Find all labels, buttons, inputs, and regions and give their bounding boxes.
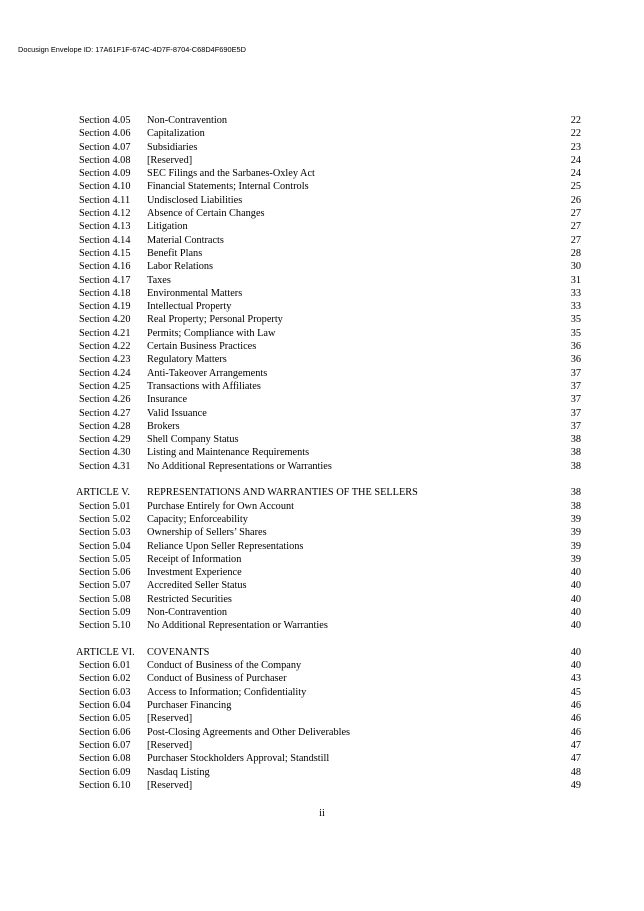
page-number: 46 <box>570 726 581 738</box>
toc-row <box>0 167 644 180</box>
section-number: Section 6.09 <box>79 766 131 778</box>
section-title: No Additional Representations or Warranties <box>147 460 332 472</box>
section-number: Section 5.05 <box>79 553 131 565</box>
page-number: 40 <box>570 620 581 632</box>
toc-row <box>0 247 644 260</box>
section-title: Conduct of Business of Purchaser <box>147 673 287 685</box>
page-number: 40 <box>570 567 581 579</box>
toc-row <box>0 460 644 473</box>
section-number: Section 4.24 <box>79 367 131 379</box>
page-number: 33 <box>570 301 581 313</box>
section-number: Section 5.10 <box>79 620 131 632</box>
page-number: 40 <box>570 660 581 672</box>
section-number: Section 4.14 <box>79 234 131 246</box>
section-title: Benefit Plans <box>147 247 203 259</box>
page-number: 35 <box>570 327 581 339</box>
section-number: Section 4.08 <box>79 154 131 166</box>
page-number: 28 <box>570 247 581 259</box>
section-title: Non-Contravention <box>147 115 228 126</box>
page-number: 39 <box>570 513 581 525</box>
section-title: Capacity; Enforceability <box>147 513 248 525</box>
page-number: 22 <box>570 128 581 140</box>
page-number: 38 <box>570 460 581 472</box>
section-title: Labor Relations <box>147 261 214 273</box>
section-title: Transactions with Affiliates <box>147 380 261 392</box>
article-number: ARTICLE V. <box>76 487 130 499</box>
page-number: 40 <box>570 646 581 658</box>
toc-row <box>0 712 644 725</box>
section-number: Section 4.22 <box>79 341 131 353</box>
section-number: Section 4.16 <box>79 261 131 273</box>
section-title: Receipt of Information <box>147 553 242 565</box>
article-number: ARTICLE VI. <box>76 646 135 658</box>
page-number: 24 <box>570 154 581 166</box>
page-number: 31 <box>570 274 581 286</box>
section-title: Capitalization <box>147 128 205 140</box>
section-title: Financial Statements; Internal Controls <box>147 181 309 193</box>
page-number: 36 <box>570 341 581 353</box>
page-number: 37 <box>570 407 581 419</box>
section-number: Section 5.01 <box>79 500 131 512</box>
spacer <box>0 633 644 646</box>
toc-row <box>0 579 644 592</box>
toc-row <box>0 380 644 393</box>
section-number: Section 4.17 <box>79 274 131 286</box>
page-number: 37 <box>570 394 581 406</box>
page-number: 45 <box>570 686 581 698</box>
toc-row-article-6 <box>0 646 644 659</box>
section-title: Intellectual Property <box>147 301 232 313</box>
toc-row-article-5 <box>0 486 644 499</box>
section-number: Section 5.06 <box>79 567 131 579</box>
section-title: Conduct of Business of the Company <box>147 660 302 672</box>
section-number: Section 6.06 <box>79 726 131 738</box>
section-number: Section 6.08 <box>79 753 131 765</box>
spacer <box>0 473 644 486</box>
section-title: Purchaser Stockholders Approval; Standstill <box>147 753 330 765</box>
section-number: Section 6.04 <box>79 700 131 712</box>
section-number: Section 4.09 <box>79 168 131 180</box>
section-title: Listing and Maintenance Requirements <box>147 447 310 459</box>
section-title: SEC Filings and the Sarbanes-Oxley Act <box>147 168 315 180</box>
section-title: Litigation <box>147 221 188 233</box>
section-number: Section 5.02 <box>79 513 131 525</box>
section-title: Shell Company Status <box>147 434 239 446</box>
toc-row <box>0 313 644 326</box>
section-number: Section 4.28 <box>79 420 131 432</box>
page-number: 22 <box>570 115 581 126</box>
toc-row <box>0 127 644 140</box>
toc-row <box>0 274 644 287</box>
toc-row <box>0 752 644 765</box>
table-of-contents <box>0 114 644 792</box>
toc-row <box>0 593 644 606</box>
article-title: COVENANTS <box>147 646 210 658</box>
section-title: [Reserved] <box>147 154 193 166</box>
toc-row <box>0 207 644 220</box>
section-number: Section 4.21 <box>79 327 131 339</box>
page-number: 39 <box>570 553 581 565</box>
page-number: 27 <box>570 221 581 233</box>
page-number: 40 <box>570 593 581 605</box>
section-number: Section 5.08 <box>79 593 131 605</box>
section-title: [Reserved] <box>147 779 193 791</box>
toc-row <box>0 194 644 207</box>
section-number: Section 4.30 <box>79 447 131 459</box>
page-number: 39 <box>570 540 581 552</box>
section-title: Absence of Certain Changes <box>147 208 265 220</box>
section-number: Section 5.09 <box>79 606 131 618</box>
section-title: Anti-Takeover Arrangements <box>147 367 268 379</box>
toc-row <box>0 446 644 459</box>
section-title: Reliance Upon Seller Representations <box>147 540 304 552</box>
page-number: 37 <box>570 367 581 379</box>
toc-row <box>0 553 644 566</box>
section-number: Section 4.12 <box>79 208 131 220</box>
toc-row <box>0 540 644 553</box>
section-title: Certain Business Practices <box>147 341 257 353</box>
section-title: No Additional Representation or Warranties <box>147 620 328 632</box>
toc-row <box>0 526 644 539</box>
section-title: Permits; Compliance with Law <box>147 327 276 339</box>
section-number: Section 6.05 <box>79 713 131 725</box>
section-number: Section 6.03 <box>79 686 131 698</box>
toc-row <box>0 566 644 579</box>
toc-row <box>0 300 644 313</box>
toc-row <box>0 141 644 154</box>
section-number: Section 4.07 <box>79 141 131 153</box>
page-number: 25 <box>570 181 581 193</box>
toc-row <box>0 739 644 752</box>
article-title: REPRESENTATIONS AND WARRANTIES OF THE SELLERS <box>147 487 418 499</box>
toc-row <box>0 433 644 446</box>
toc-row <box>0 180 644 193</box>
page-number: 30 <box>570 261 581 273</box>
section-title: Investment Experience <box>147 567 242 579</box>
toc-row <box>0 353 644 366</box>
page-number: 49 <box>570 779 581 791</box>
section-title: Undisclosed Liabilities <box>147 194 243 206</box>
section-number: Section 4.25 <box>79 380 131 392</box>
page-number: 38 <box>570 447 581 459</box>
page-number: 35 <box>570 314 581 326</box>
section-number: Section 4.05 <box>79 115 131 126</box>
page-number: 40 <box>570 606 581 618</box>
section-title: [Reserved] <box>147 739 193 751</box>
section-title: Purchase Entirely for Own Account <box>147 500 294 512</box>
page-number: 37 <box>570 420 581 432</box>
section-title: Valid Issuance <box>147 407 207 419</box>
toc-row <box>0 699 644 712</box>
envelope-id-header: Docusign Envelope ID: 17A61F1F-674C-4D7F-8704-C68D4F690E5D <box>18 45 246 54</box>
toc-row <box>0 260 644 273</box>
toc-row <box>0 726 644 739</box>
page-number: 24 <box>570 168 581 180</box>
section-number: Section 4.31 <box>79 460 131 472</box>
toc-row <box>0 367 644 380</box>
toc-row <box>0 766 644 779</box>
toc-row <box>0 659 644 672</box>
section-title: [Reserved] <box>147 713 193 725</box>
section-title: Subsidiaries <box>147 141 198 153</box>
section-title: Non-Contravention <box>147 606 228 618</box>
page-number: 48 <box>570 766 581 778</box>
page-number: 38 <box>570 434 581 446</box>
toc-row <box>0 619 644 632</box>
toc-row <box>0 234 644 247</box>
page-number: 38 <box>570 487 581 499</box>
section-number: Section 4.27 <box>79 407 131 419</box>
toc-row <box>0 287 644 300</box>
section-number: Section 6.02 <box>79 673 131 685</box>
section-number: Section 4.13 <box>79 221 131 233</box>
section-title: Regulatory Matters <box>147 354 227 366</box>
toc-row <box>0 672 644 685</box>
section-title: Access to Information; Confidentiality <box>147 686 307 698</box>
section-title: Insurance <box>147 394 188 406</box>
section-title: Brokers <box>147 420 180 432</box>
section-number: Section 4.06 <box>79 128 131 140</box>
toc-row <box>0 513 644 526</box>
page-number: 33 <box>570 287 581 299</box>
page-number: 46 <box>570 700 581 712</box>
toc-row <box>0 606 644 619</box>
toc-group-article-6 <box>0 659 644 792</box>
page-number: 27 <box>570 208 581 220</box>
section-title: Accredited Seller Status <box>147 580 247 592</box>
section-title: Ownership of Sellers’ Shares <box>147 527 267 539</box>
toc-row <box>0 779 644 792</box>
toc-group-article-5 <box>0 500 644 633</box>
section-title: Post-Closing Agreements and Other Deliverables <box>147 726 351 738</box>
page-number: 37 <box>570 380 581 392</box>
section-number: Section 4.10 <box>79 181 131 193</box>
toc-row <box>0 393 644 406</box>
section-title: Restricted Securities <box>147 593 232 605</box>
section-title: Taxes <box>147 274 171 286</box>
page-number: 39 <box>570 527 581 539</box>
toc-row <box>0 500 644 513</box>
toc-row <box>0 154 644 167</box>
section-number: Section 6.01 <box>79 660 131 672</box>
toc-row <box>0 686 644 699</box>
toc-row <box>0 327 644 340</box>
toc-group-article-4 <box>0 114 644 473</box>
section-number: Section 4.19 <box>79 301 131 313</box>
toc-row <box>0 407 644 420</box>
page-number: 26 <box>570 194 581 206</box>
page-number: 40 <box>570 580 581 592</box>
section-number: Section 6.10 <box>79 779 131 791</box>
section-number: Section 5.07 <box>79 580 131 592</box>
toc-row <box>0 114 644 127</box>
section-title: Real Property; Personal Property <box>147 314 283 326</box>
section-number: Section 4.15 <box>79 247 131 259</box>
toc-row <box>0 340 644 353</box>
section-number: Section 5.04 <box>79 540 131 552</box>
section-number: Section 4.26 <box>79 394 131 406</box>
page-number: 27 <box>570 234 581 246</box>
section-number: Section 4.18 <box>79 287 131 299</box>
toc-row <box>0 420 644 433</box>
page-number: 47 <box>570 739 581 751</box>
section-number: Section 5.03 <box>79 527 131 539</box>
page-number: 36 <box>570 354 581 366</box>
page-number: 47 <box>570 753 581 765</box>
section-title: Material Contracts <box>147 234 224 246</box>
section-number: Section 6.07 <box>79 739 131 751</box>
section-number: Section 4.11 <box>79 194 131 206</box>
page-number: 43 <box>570 673 581 685</box>
toc-row <box>0 220 644 233</box>
page-number: 46 <box>570 713 581 725</box>
section-title: Environmental Matters <box>147 287 243 299</box>
page-number: 23 <box>570 141 581 153</box>
section-number: Section 4.23 <box>79 354 131 366</box>
section-number: Section 4.29 <box>79 434 131 446</box>
page-number: 38 <box>570 500 581 512</box>
page-footer-number: ii <box>319 808 325 819</box>
section-title: Purchaser Financing <box>147 700 232 712</box>
section-number: Section 4.20 <box>79 314 131 326</box>
section-title: Nasdaq Listing <box>147 766 210 778</box>
